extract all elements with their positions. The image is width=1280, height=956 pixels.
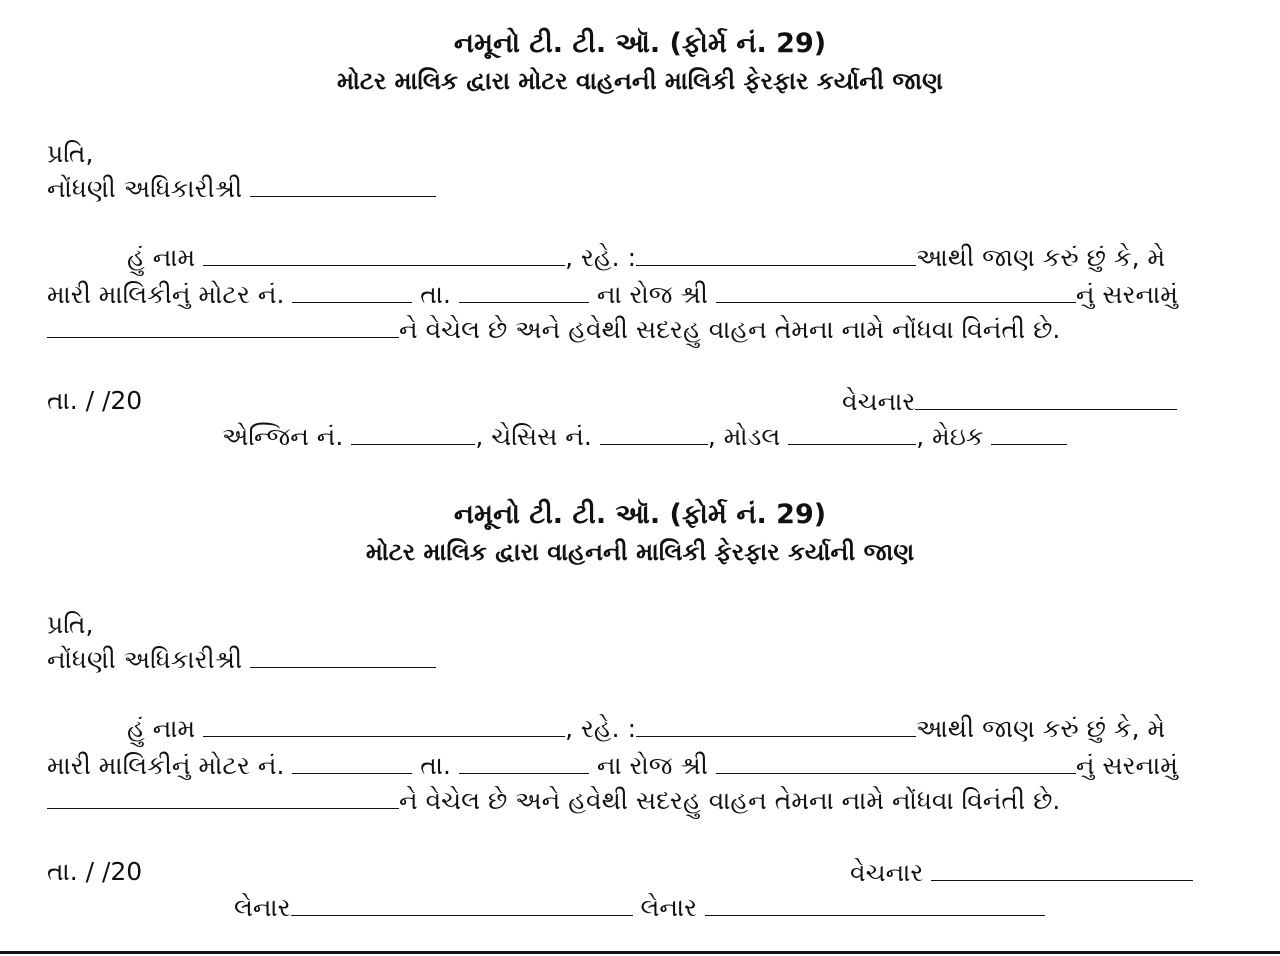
name-line (127, 712, 1165, 745)
seller-blank[interactable] (931, 856, 1193, 881)
name-line (127, 241, 1165, 274)
vehicle-number-blank[interactable] (292, 278, 412, 303)
inform-text: આથી જાણ કરું છું કે, મે (916, 243, 1166, 272)
seller-line (842, 385, 1177, 418)
date-label: તા. (420, 280, 451, 309)
chassis-blank[interactable] (600, 420, 708, 445)
addressee-label: પ્રતિ, (47, 139, 94, 168)
model-blank[interactable] (788, 420, 916, 445)
model-label: , મોડલ (707, 422, 781, 451)
on-day-label: ના રોજ શ્રી (596, 280, 708, 309)
date-label: તા. (420, 751, 451, 780)
owned-vehicle-label: મારી માલિકીનું મોટર નં. (47, 751, 285, 780)
buyer-name-blank[interactable] (716, 749, 1076, 774)
buyer-blank[interactable] (291, 891, 633, 916)
date-blank[interactable] (459, 278, 589, 303)
vehicle-details-line (222, 420, 1067, 453)
vehicle-line (47, 749, 1178, 782)
buyer-label: લેનાર (234, 893, 291, 922)
buyer-line (234, 891, 1045, 924)
name-label: હું નામ (127, 714, 196, 743)
make-blank[interactable] (991, 420, 1067, 445)
seller-line (850, 856, 1193, 889)
vehicle-line (47, 278, 1178, 311)
addressee-label: પ્રતિ, (47, 610, 94, 639)
on-day-label: ના રોજ શ્રી (596, 751, 708, 780)
date-blank[interactable] (459, 749, 589, 774)
seller-label: વેચનાર (842, 387, 916, 416)
buyer-label: લેનાર (640, 893, 698, 922)
buyer-name-blank[interactable] (716, 278, 1076, 303)
address-blank[interactable] (47, 784, 399, 809)
chassis-label: , ચેસિસ નં. (475, 422, 592, 451)
seller-blank[interactable] (915, 385, 1177, 410)
name-label: હું નામ (127, 243, 196, 272)
engine-label: એન્જિન નં. (222, 422, 344, 451)
officer-label: નોંધણી અધિકારીશ્રી (47, 645, 243, 674)
residence-blank[interactable] (636, 241, 916, 266)
address-label: નું સરનામું (1075, 280, 1178, 309)
form-subtitle: મોટર માલિક દ્વારા મોટર વાહનની માલિકી ફેરફાર કર્યાની જાણ (336, 67, 943, 95)
page-bottom-rule (0, 951, 1280, 954)
request-text: ને વેચેલ છે અને હવેથી સદરહુ વાહન તેમના નામે નોંધવા વિનંતી છે. (399, 786, 1061, 815)
residence-label: , રહે. : (565, 243, 636, 272)
address-blank[interactable] (47, 313, 399, 338)
date-line: તા. / /20 (47, 857, 143, 886)
make-label: , મેઇક (916, 422, 984, 451)
residence-blank[interactable] (636, 712, 916, 737)
form-title: નમૂનો ટી. ટી. ઑ. (ફોર્મ નં. 29) (453, 28, 827, 59)
buyer-blank[interactable] (705, 891, 1045, 916)
residence-label: , રહે. : (565, 714, 636, 743)
officer-blank[interactable] (250, 643, 436, 668)
request-text: ને વેચેલ છે અને હવેથી સદરહુ વાહન તેમના નામે નોંધવા વિનંતી છે. (399, 315, 1061, 344)
officer-line (47, 172, 436, 205)
officer-blank[interactable] (250, 172, 436, 197)
address-label: નું સરનામું (1075, 751, 1178, 780)
owned-vehicle-label: મારી માલિકીનું મોટર નં. (47, 280, 285, 309)
inform-text: આથી જાણ કરું છું કે, મે (916, 714, 1166, 743)
vehicle-number-blank[interactable] (292, 749, 412, 774)
name-blank[interactable] (203, 712, 565, 737)
name-blank[interactable] (203, 241, 565, 266)
date-line: તા. / /20 (47, 386, 143, 415)
form-subtitle: મોટર માલિક દ્વારા વાહનની માલિકી ફેરફાર કર્યાની જાણ (365, 538, 915, 566)
form-title: નમૂનો ટી. ટી. ઑ. (ફોર્મ નં. 29) (453, 499, 827, 530)
request-line (47, 784, 1060, 817)
seller-label: વેચનાર (850, 858, 924, 887)
engine-blank[interactable] (351, 420, 475, 445)
request-line (47, 313, 1060, 346)
officer-line (47, 643, 436, 676)
officer-label: નોંધણી અધિકારીશ્રી (47, 174, 243, 203)
